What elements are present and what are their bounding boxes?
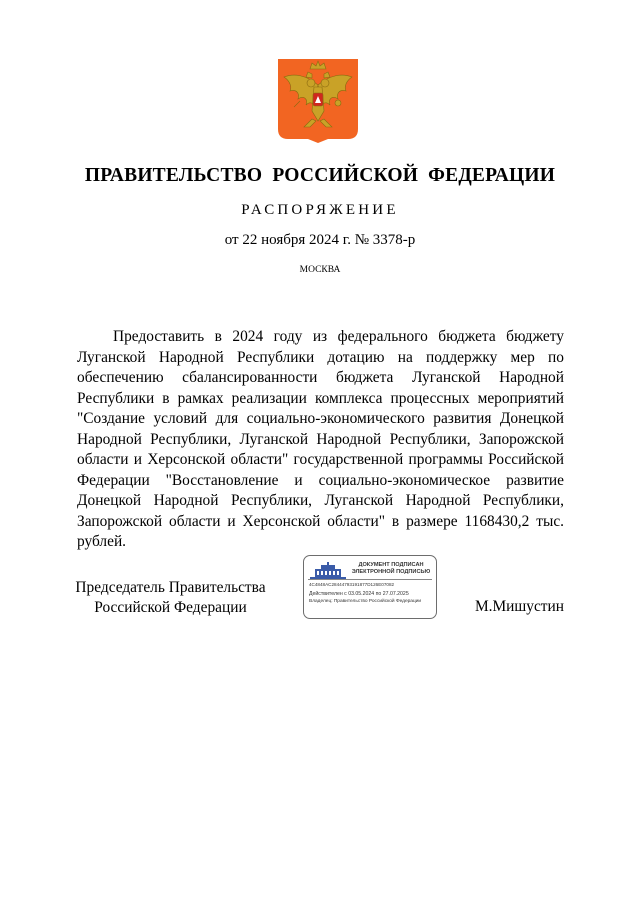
certificate-validity: Действителен с 03.05.2024 по 27.07.2025 <box>309 591 409 597</box>
order-paragraph: Предоставить в 2024 году из федерального бюджета бюджету Луганской Народной Республики дотацию на поддержку мер по обеспечению сбалансированности бюджета Луганской Народной Республики в рамках реализации комплекса процессных мероприятий "Создание условий для социально-экономического развития Донецкой Народной Республики, Луганской Народной Республики, Запорожской области и Херсонской области" государственной программы Российской Федерации "Восстановление и социально-экономическое развитие Донецкой Народной Республики, Луганской Народной Республики, Запорожской области и Херсонской области" в размере 1168430,2 тыс. рублей. <box>77 328 564 550</box>
russian-coat-of-arms-icon <box>276 57 360 143</box>
certificate-owner: Владелец: Правительство Российской Федерации <box>309 599 422 604</box>
document-city: МОСКВА <box>299 265 341 275</box>
signatory-title-line2: Российской Федерации <box>94 599 247 616</box>
government-building-icon <box>309 562 347 580</box>
coat-of-arms-emblem <box>276 57 360 143</box>
document-date-number: от 22 ноября 2024 г. № 3378-р <box>224 232 416 248</box>
signatory-title-line1: Председатель Правительства <box>75 579 266 596</box>
certificate-serial: 4C4848AC28444793191877D126E07082 <box>309 582 395 587</box>
stamp-divider <box>308 579 432 580</box>
stamp-heading-line1: ДОКУМЕНТ ПОДПИСАН <box>358 562 424 568</box>
electronic-signature-stamp <box>303 555 437 619</box>
stamp-heading-line2: ЭЛЕКТРОННОЙ ПОДПИСЬЮ <box>351 569 431 575</box>
government-title: ПРАВИТЕЛЬСТВО РОССИЙСКОЙ ФЕДЕРАЦИИ <box>84 165 556 186</box>
document-type: РАСПОРЯЖЕНИЕ <box>241 202 399 218</box>
signatory-name: М.Мишустин <box>474 598 564 615</box>
stamp-heading <box>348 562 434 576</box>
signatory-title <box>62 578 279 618</box>
